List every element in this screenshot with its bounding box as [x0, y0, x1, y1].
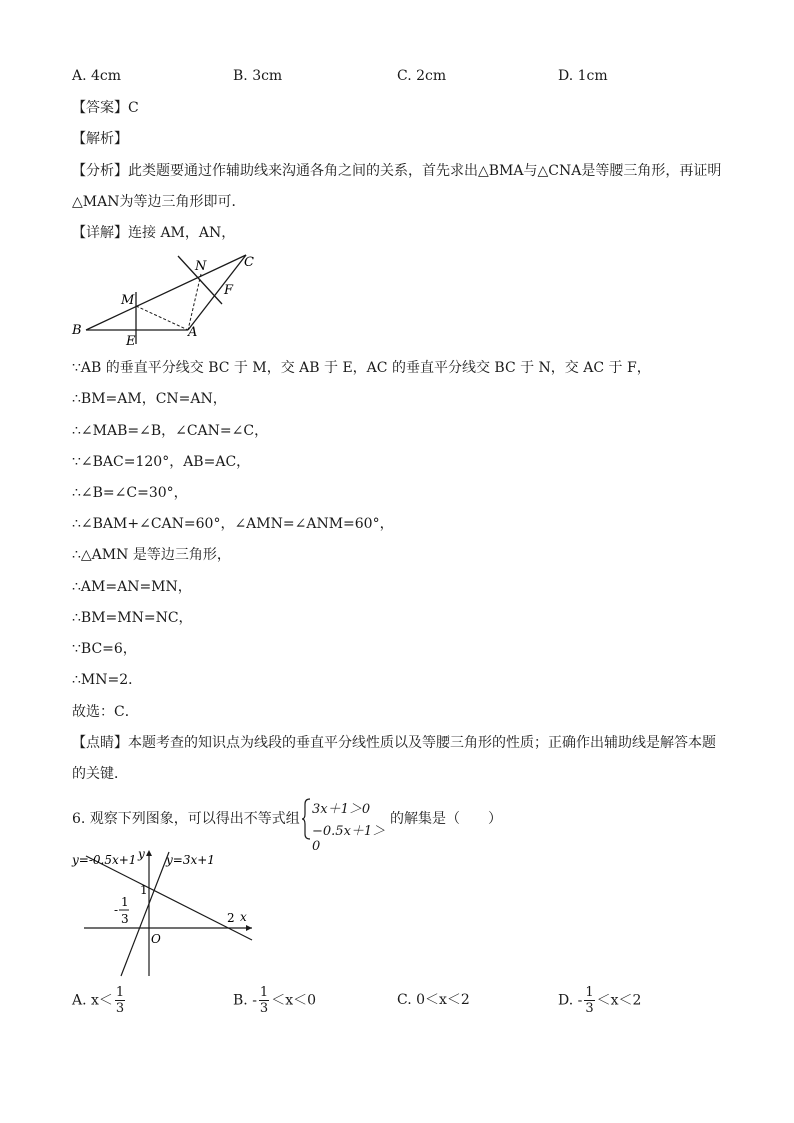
- proof-line: ∴∠MAB=∠B，∠CAN=∠C，: [72, 423, 269, 439]
- label-n: N: [195, 259, 207, 274]
- dashed-am: [136, 306, 188, 330]
- proof-line: ∴△AMN 是等边三角形，: [72, 547, 231, 563]
- label-neg: -: [114, 903, 119, 917]
- label-third-num: 1: [121, 895, 129, 909]
- option-d-prev: D. 1cm: [558, 68, 608, 84]
- detail-heading: 【详解】连接 AM，AN，: [72, 225, 236, 241]
- option-d-suffix: ＜x＜2: [596, 992, 642, 1009]
- label-origin: O: [151, 932, 161, 946]
- triangle-figure: [66, 250, 266, 350]
- option-d-den: 3: [585, 1001, 594, 1016]
- option-d-fraction: [584, 985, 594, 1016]
- left-brace-icon: [302, 798, 312, 840]
- option-c: C. 0＜x＜2: [397, 992, 470, 1008]
- analysis-heading: 【解析】: [72, 131, 128, 147]
- label-f: F: [224, 283, 234, 298]
- line-bc: [86, 255, 246, 330]
- inequality-system: [302, 798, 392, 854]
- label-m: M: [121, 293, 135, 308]
- x-axis-arrow-icon: [246, 925, 252, 931]
- inequality-2: −0.5x＋1＞0: [312, 824, 386, 854]
- option-a: [72, 985, 127, 1016]
- question-6-suffix: 的解集是（ ）: [390, 811, 502, 827]
- proof-line: ∴BM=AM，CN=AN，: [72, 391, 227, 407]
- option-b: [233, 985, 316, 1016]
- option-d-num: 1: [585, 985, 594, 1000]
- label-b: B: [72, 323, 82, 338]
- y-axis-arrow-icon: [146, 850, 152, 856]
- proof-line: ∵∠BAC=120°，AB=AC，: [72, 454, 251, 470]
- label-e: E: [126, 334, 136, 349]
- label-third-den: 3: [121, 912, 129, 926]
- option-a-prev: A. 4cm: [72, 68, 122, 84]
- comment-line-1: 【点睛】本题考查的知识点为线段的垂直平分线性质以及等腰三角形的性质；正确作出辅助线是解答本题: [72, 735, 716, 751]
- option-b-fraction: [259, 985, 269, 1016]
- option-b-den: 3: [259, 1001, 269, 1016]
- option-b-num: 1: [259, 985, 269, 1000]
- analysis-text-line-1: 【分析】此类题要通过作辅助线来沟通各角之间的关系，首先求出△BMA与△CNA是等腰三角形，再证明: [72, 163, 722, 179]
- option-a-prefix: A. x＜: [72, 992, 113, 1009]
- analysis-text-line-2: △MAN为等边三角形即可．: [72, 194, 246, 210]
- proof-line: ∵AB 的垂直平分线交 BC 于 M，交 AB 于 E，AC 的垂直平分线交 BC 于 N，交 AC 于 F，: [72, 360, 651, 376]
- option-b-prefix: B. -: [233, 992, 257, 1009]
- option-c-prev: C. 2cm: [397, 68, 447, 84]
- proof-line: ∴BM=MN=NC，: [72, 610, 193, 626]
- comment-line-2: 的关键．: [72, 766, 128, 782]
- answer-line: 【答案】C: [72, 100, 139, 116]
- option-d-prefix: D. -: [558, 992, 583, 1009]
- option-b-suffix: ＜x＜0: [271, 992, 317, 1009]
- label-y: y: [138, 847, 145, 861]
- proof-line: ∴∠BAM+∠CAN=60°，∠AMN=∠ANM=60°，: [72, 516, 394, 532]
- label-two: 2: [227, 911, 235, 925]
- label-line-1: y=-0.5x+1: [72, 853, 137, 867]
- proof-line: ∴MN=2．: [72, 672, 143, 688]
- option-b-prev: B. 3cm: [233, 68, 283, 84]
- label-one: 1: [140, 883, 148, 897]
- option-a-num: 1: [115, 985, 125, 1000]
- label-c: C: [244, 255, 254, 270]
- label-x: x: [240, 910, 247, 924]
- option-a-fraction: [115, 985, 125, 1016]
- proof-line: ∴AM=AN=MN，: [72, 579, 192, 595]
- linear-graph-figure: [70, 844, 260, 979]
- option-d: [558, 985, 641, 1016]
- option-a-den: 3: [115, 1001, 125, 1016]
- proof-line: ∵BC=6，: [72, 641, 137, 657]
- inequality-1: 3x＋1＞0: [312, 802, 371, 817]
- label-a: A: [188, 325, 198, 340]
- choice-line: 故选：C．: [72, 704, 139, 720]
- label-line-2: y=3x+1: [166, 853, 215, 867]
- question-6-prefix: 6. 观察下列图象，可以得出不等式组: [72, 811, 300, 827]
- proof-line: ∴∠B=∠C=30°，: [72, 485, 188, 501]
